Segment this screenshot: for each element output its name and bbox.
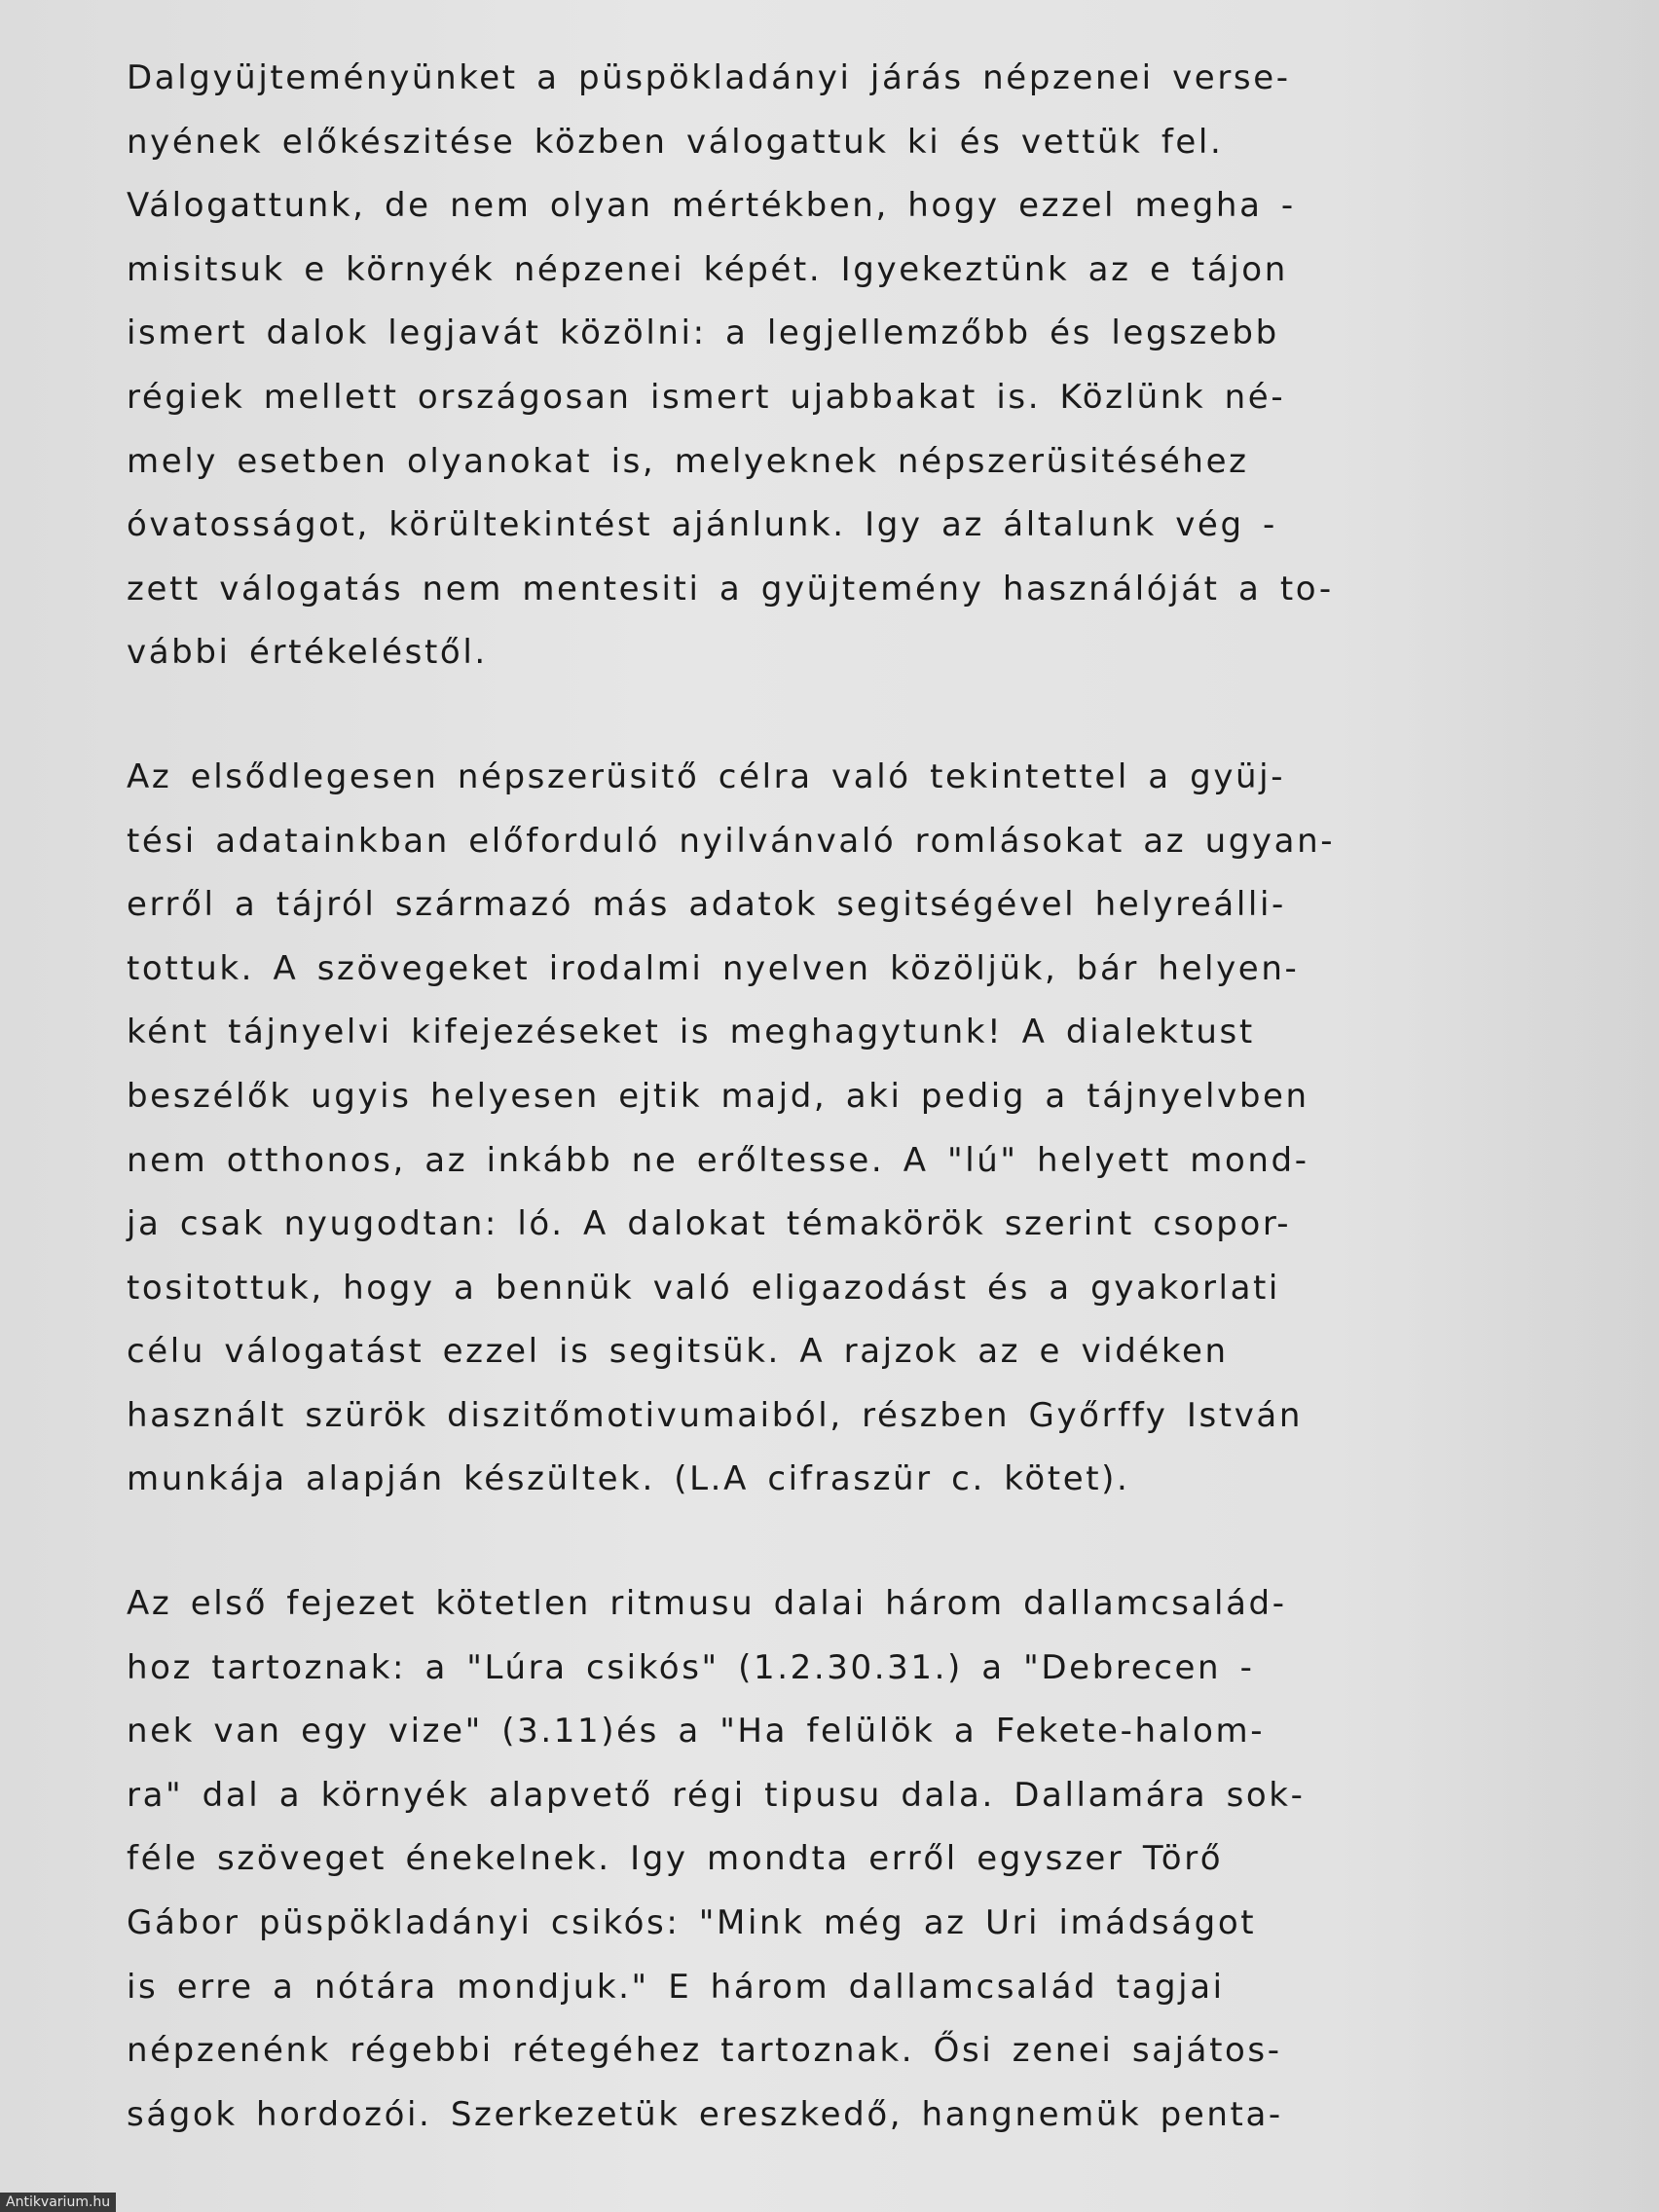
text-line: tottuk. A szövegeket irodalmi nyelven közöljük, bár helyen- (127, 948, 1300, 988)
text-line: Gábor püspökladányi csikós: "Mink még az Uri imádságot (127, 1903, 1257, 1943)
text-line: ismert dalok legjavát közölni: a legjellemzőbb és legszebb (127, 313, 1279, 353)
text-line: nek van egy vize" (3.11)és a "Ha felülök a Fekete-halom- (127, 1712, 1266, 1751)
text-line: vábbi értékeléstől. (127, 633, 488, 673)
text-line: erről a tájról származó más adatok segitségével helyreálli- (127, 885, 1286, 925)
text-line: nem otthonos, az inkább ne erőltesse. A "lú" helyett mond- (127, 1140, 1309, 1180)
text-line: népzenénk régebbi rétegéhez tartoznak. Ősi zenei sajátos- (127, 2031, 1282, 2071)
text-line: használt szürök diszitőmotivumaiból, részben Győrffy István (127, 1395, 1303, 1435)
site-watermark: Antikvarium.hu (0, 2193, 116, 2212)
body-text (127, 47, 1538, 2207)
text-line: ságok hordozói. Szerkezetük ereszkedő, hangnemük penta- (127, 2094, 1283, 2134)
text-line: Az első fejezet kötetlen ritmusu dalai három dallamcsalád- (127, 1584, 1287, 1624)
text-line: ra" dal a környék alapvető régi tipusu dala. Dallamára sok- (127, 1775, 1306, 1815)
text-line: tési adatainkban előforduló nyilvánvaló romlásokat az ugyan- (127, 821, 1336, 861)
text-line: féle szöveget énekelnek. Igy mondta erről egyszer Törő (127, 1839, 1224, 1879)
text-line: munkája alapján készültek. (L.A cifraszür c. kötet). (127, 1459, 1130, 1499)
paragraph (127, 746, 1538, 1512)
text-line: is erre a nótára mondjuk." E három dallamcsalád tagjai (127, 1967, 1225, 2007)
text-line: beszélők ugyis helyesen ejtik majd, aki pedig a tájnyelvben (127, 1076, 1309, 1116)
paragraph (127, 1572, 1538, 2147)
text-line: zett válogatás nem mentesiti a gyüjtemény használóját a to- (127, 569, 1334, 608)
text-line: régiek mellett országosan ismert ujabbakat is. Közlünk né- (127, 377, 1286, 417)
text-line: Dalgyüjteményünket a püspökladányi járás népzenei verse- (127, 58, 1291, 97)
text-line: tositottuk, hogy a bennük való eligazodást és a gyakorlati (127, 1268, 1280, 1308)
text-line: Válogattunk, de nem olyan mértékben, hogy ezzel megha - (127, 186, 1296, 226)
text-line: óvatosságot, körültekintést ajánlunk. Igy az általunk vég - (127, 505, 1277, 545)
text-line: nyének előkészitése közben válogattuk ki és vettük fel. (127, 122, 1224, 162)
text-line: mely esetben olyanokat is, melyeknek népszerüsitéséhez (127, 441, 1249, 481)
text-line: célu válogatást ezzel is segitsük. A rajzok az e vidéken (127, 1332, 1229, 1372)
text-line: Az elsődlegesen népszerüsitő célra való tekintettel a gyüj- (127, 756, 1286, 796)
paragraph (127, 47, 1538, 685)
text-line: ja csak nyugodtan: ló. A dalokat témakörök szerint csopor- (127, 1204, 1292, 1244)
text-line: ként tájnyelvi kifejezéseket is meghagytunk! A dialektust (127, 1013, 1255, 1052)
text-line: hoz tartoznak: a "Lúra csikós" (1.2.30.31.) a "Debrecen - (127, 1647, 1255, 1687)
text-line: misitsuk e környék népzenei képét. Igyekeztünk az e tájon (127, 249, 1288, 289)
